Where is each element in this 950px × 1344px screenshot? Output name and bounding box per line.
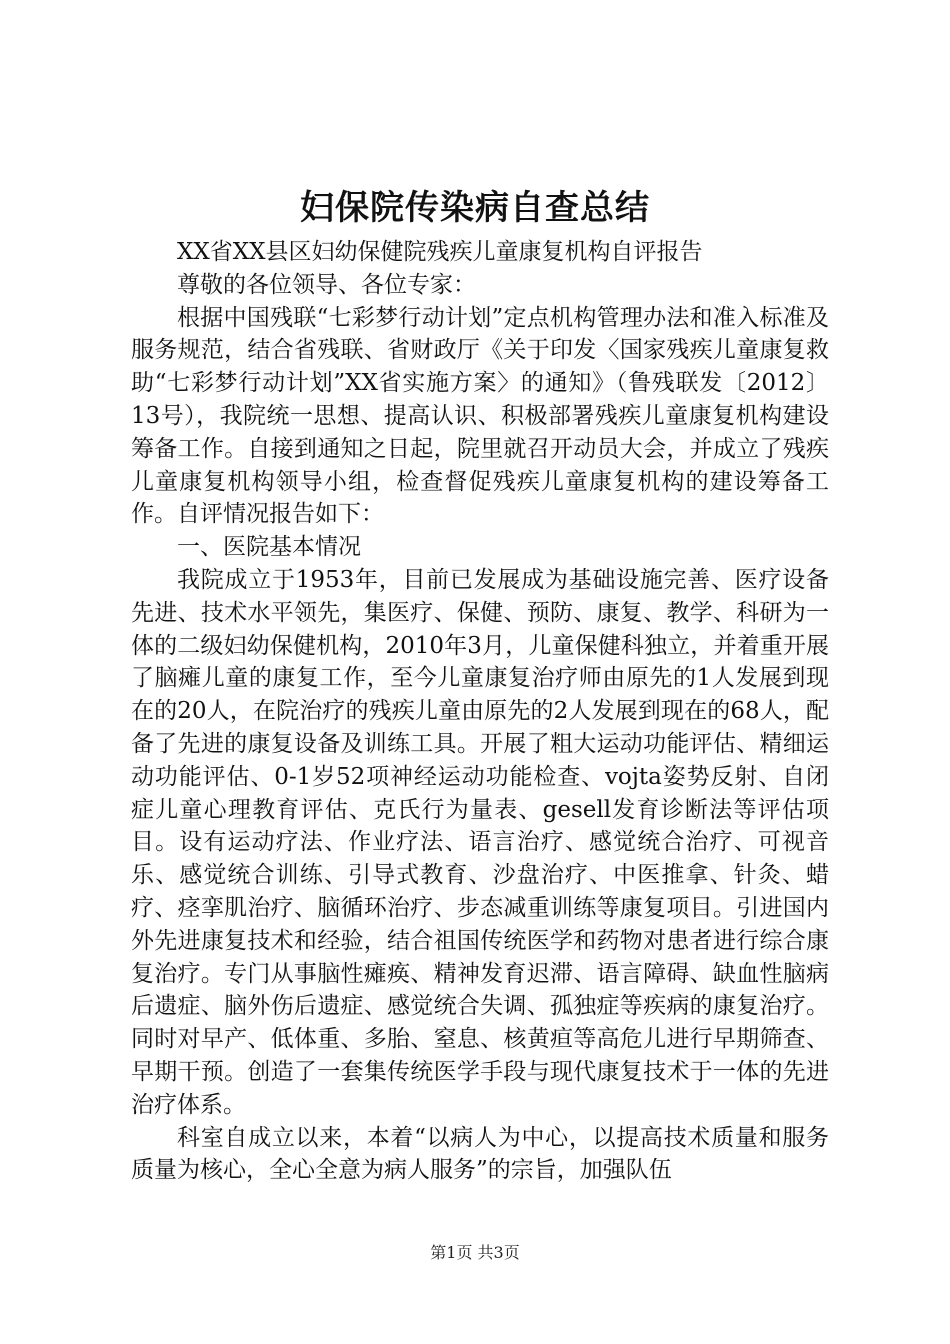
body-paragraph: 我院成立于1953年，目前已发展成为基础设施完善、医疗设备先进、技术水平领先，集医疗、保健、预防、康复、教学、科研为一体的二级妇幼保健机构，2010年3月，儿童保健科独立，并着重开展了脑瘫儿童的康复工作，至今儿童康复治疗师由原先的1人发展到现在的20人，在院治疗的残疾儿童由原先的2人发展到现在的68人，配备了先进的康复设备及训练工具。开展了粗大运动功能评估、精细运动功能评估、0-1岁52项神经运动功能检查、vojta姿势反射、自闭症儿童心理教育评估、克氏行为量表、gesell发育诊断法等评估项目。设有运动疗法、作业疗法、语言治疗、感觉统合治疗、可视音乐、感觉统合训练、引导式教育、沙盘治疗、中医推拿、针灸、蜡疗、痉挛肌治疗、脑循环治疗、步态减重训练等康复项目。引进国内外先进康复技术和经验，结合祖国传统医学和药物对患者进行综合康复治疗。专门从事脑性瘫痪、精神发育迟滞、语言障碍、缺血性脑病后遗症、脑外伤后遗症、感觉统合失调、孤独症等疾病的康复治疗。同时对早产、低体重、多胎、窒息、核黄疸等高危儿进行早期筛查、早期干预。创造了一套集传统医学手段与现代康复技术于一体的先进治疗体系。 [131,566,829,1118]
page-number-footer: 第1页 共3页 [430,1243,520,1262]
document-body [131,236,829,1187]
body-paragraph: 根据中国残联“七彩梦行动计划”定点机构管理办法和准入标准及服务规范，结合省残联、省财政厅《关于印发〈国家残疾儿童康复救助“七彩梦行动计划”XX省实施方案〉的通知》（鲁残联发〔2012〕13号），我院统一思想、提高认识、积极部署残疾儿童康复机构建设筹备工作。自接到通知之日起，院里就召开动员大会，并成立了残疾儿童康复机构领导小组，检查督促残疾儿童康复机构的建设筹备工作。自评情况报告如下： [131,304,829,528]
document-title: 妇保院传染病自查总结 [300,188,650,228]
report-heading-line: XX省XX县区妇幼保健院残疾儿童康复机构自评报告 [177,239,703,265]
salutation-line: 尊敬的各位领导、各位专家： [177,271,476,298]
section-heading: 一、医院基本情况 [177,534,361,561]
body-paragraph: 科室自成立以来，本着“以病人为中心，以提高技术质量和服务质量为核心，全心全意为病人服务”的宗旨，加强队伍 [131,1124,829,1184]
